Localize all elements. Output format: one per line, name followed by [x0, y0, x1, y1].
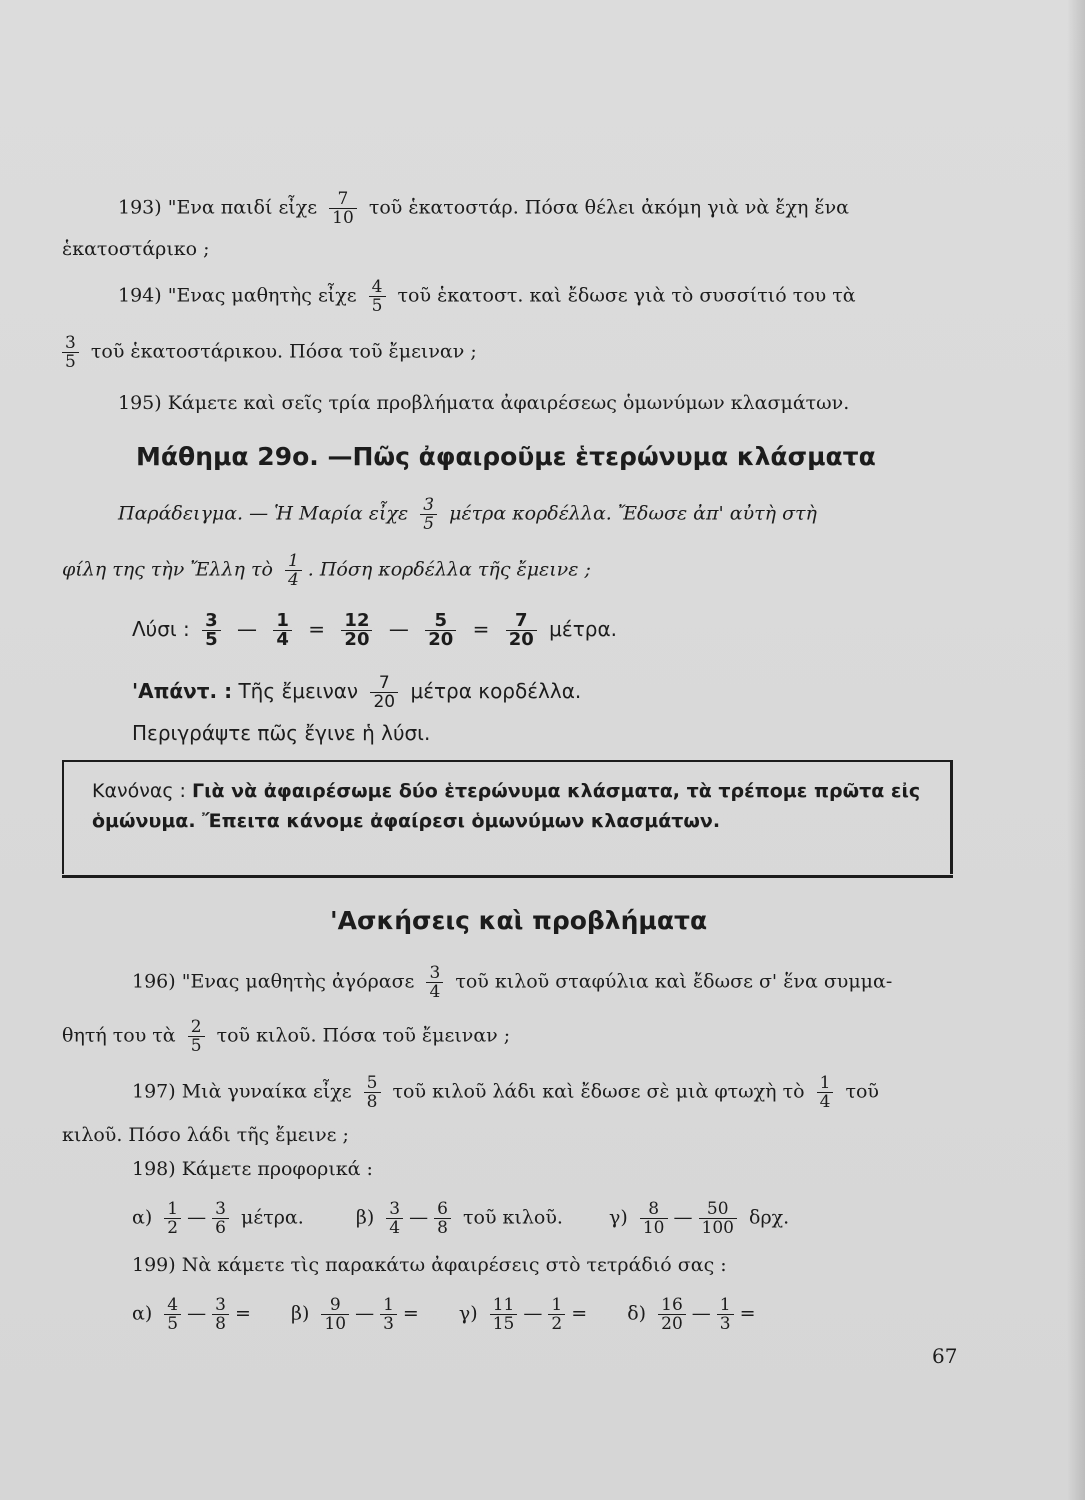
problem-193-line1 [118, 190, 849, 227]
fraction: $\frac{4}{5}$ [164, 1296, 181, 1333]
minus-sign: — [187, 1302, 207, 1325]
problem-193-line2: ἑκατοστάρικο ; [62, 238, 210, 260]
equals-sign: = [234, 1302, 251, 1325]
minus-sign: — [691, 1302, 711, 1325]
fraction: $\frac{1}{4}$ [817, 1074, 834, 1111]
fraction: $\frac{7}{20}$ [370, 674, 398, 711]
example-text-cont: μέτρα κορδέλλα. Ἔδωσε ἀπ' αὐτὴ στὴ [449, 502, 817, 525]
rule-box [62, 760, 953, 874]
item-label: δ) [627, 1302, 647, 1325]
problem-198-items [132, 1200, 789, 1237]
problem-197-text-end: τοῦ [845, 1080, 879, 1103]
item-label: γ) [609, 1206, 628, 1229]
problem-194-line1 [118, 278, 856, 315]
fraction: $\frac{3}{5}$ [62, 334, 79, 371]
equals-sign: = [308, 617, 326, 641]
answer-label: 'Απάντ. : [132, 679, 233, 703]
problem-196-line1 [132, 964, 892, 1001]
fraction: $\frac{3}{5}$ [202, 612, 221, 649]
problem-199-items [132, 1296, 756, 1333]
solution-line [132, 612, 617, 649]
problem-196-text-3: τοῦ κιλοῦ. Πόσα τοῦ ἔμειναν ; [216, 1024, 511, 1047]
fraction: $\frac{3}{5}$ [420, 496, 437, 533]
problem-197-line2: κιλοῦ. Πόσο λάδι τῆς ἔμεινε ; [62, 1124, 349, 1146]
fraction: $\frac{6}{8}$ [434, 1200, 451, 1237]
answer-text-cont: μέτρα κορδέλλα. [410, 679, 582, 703]
lesson-title: Μάθημα 29ο. —Πῶς ἀφαιροῦμε ἑτερώνυμα κλάσματα [136, 442, 876, 471]
item-label: β) [355, 1206, 375, 1229]
item-label: β) [290, 1302, 310, 1325]
fraction: $\frac{3}{4}$ [426, 964, 443, 1001]
minus-sign: — [388, 617, 409, 641]
problem-196-text-2: θητή του τὰ [62, 1024, 176, 1047]
fraction: $\frac{4}{5}$ [369, 278, 386, 315]
solution-unit: μέτρα. [549, 617, 617, 641]
example-line2 [62, 552, 591, 589]
fraction: $\frac{16}{20}$ [658, 1296, 686, 1333]
fraction: $\frac{1}{3}$ [717, 1296, 734, 1333]
fraction: $\frac{7}{10}$ [329, 190, 357, 227]
page-number: 67 [932, 1344, 958, 1368]
minus-sign: — [673, 1206, 693, 1229]
fraction: $\frac{50}{100}$ [699, 1200, 737, 1237]
problem-196-line2 [62, 1018, 510, 1055]
item-label: α) [132, 1206, 153, 1229]
problem-197-text: 197) Μιὰ γυναίκα εἶχε [132, 1080, 352, 1103]
fraction: $\frac{2}{5}$ [188, 1018, 205, 1055]
exercises-title: 'Ασκήσεις καὶ προβλήματα [330, 906, 708, 935]
minus-sign: — [355, 1302, 375, 1325]
problem-197-line1 [132, 1074, 879, 1111]
describe-line: Περιγράψτε πῶς ἔγινε ἡ λύσι. [132, 721, 431, 745]
problem-193-text: 193) "Ενα παιδί εἶχε [118, 196, 318, 219]
example-text-3: . Πόση κορδέλλα τῆς ἔμεινε ; [307, 558, 591, 581]
problem-194-line2 [56, 334, 477, 371]
fraction: $\frac{11}{15}$ [490, 1296, 518, 1333]
fraction: $\frac{5}{20}$ [425, 612, 456, 649]
equals-sign: = [472, 617, 490, 641]
fraction: $\frac{3}{6}$ [212, 1200, 229, 1237]
rule-body: Γιὰ νὰ ἀφαιρέσωμε δύο ἑτερώνυμα κλάσματα, τὰ τρέπομε πρῶτα εἰς ὁμώνυμα. Ἔπειτα κάνομε ἀφαίρεσι ὁμωνύμων κλασμάτων. [92, 780, 921, 832]
fraction: $\frac{1}{3}$ [380, 1296, 397, 1333]
minus-sign: — [409, 1206, 429, 1229]
problem-193-text-cont: τοῦ ἑκατοστάρ. Πόσα θέλει ἀκόμη γιὰ νὰ ἔχη ἕνα [368, 196, 850, 219]
fraction: $\frac{1}{2}$ [164, 1200, 181, 1237]
problem-198-title: 198) Κάμετε προφορικά : [132, 1158, 373, 1180]
problem-194-text: 194) "Ενας μαθητὴς εἶχε [118, 284, 357, 307]
rule-text [92, 776, 922, 836]
fraction: $\frac{7}{20}$ [506, 612, 537, 649]
fraction: $\frac{12}{20}$ [341, 612, 372, 649]
fraction: $\frac{1}{4}$ [285, 552, 302, 589]
fraction: $\frac{8}{10}$ [640, 1200, 668, 1237]
fraction: $\frac{9}{10}$ [321, 1296, 349, 1333]
fraction: $\frac{3}{4}$ [386, 1200, 403, 1237]
example-text-2: φίλη της τὴν Ἔλλη τὸ [62, 558, 273, 581]
fraction: $\frac{1}{2}$ [548, 1296, 565, 1333]
example-text: Παράδειγμα. — Ἡ Μαρία εἶχε [118, 502, 409, 525]
solution-label: Λύσι : [132, 617, 190, 641]
problem-199-title: 199) Νὰ κάμετε τὶς παρακάτω ἀφαιρέσεις στὸ τετράδιό σας : [132, 1254, 727, 1276]
problem-195: 195) Κάμετε καὶ σεῖς τρία προβλήματα ἀφαιρέσεως ὁμωνύμων κλασμάτων. [118, 392, 850, 414]
answer-line [132, 674, 581, 711]
minus-sign: — [237, 617, 258, 641]
item-label: α) [132, 1302, 153, 1325]
item-label: γ) [458, 1302, 478, 1325]
equals-sign: = [402, 1302, 419, 1325]
problem-196-text-cont: τοῦ κιλοῦ σταφύλια καὶ ἔδωσε σ' ἕνα συμμα- [455, 970, 893, 993]
minus-sign: — [187, 1206, 207, 1229]
example-line1 [118, 496, 817, 533]
equals-sign: = [571, 1302, 588, 1325]
equals-sign: = [739, 1302, 756, 1325]
problem-196-text: 196) "Ενας μαθητὴς ἀγόρασε [132, 970, 415, 993]
problem-194-text-end: τοῦ ἑκατοστάρικου. Πόσα τοῦ ἔμειναν ; [90, 340, 477, 363]
unit: μέτρα. [241, 1206, 304, 1229]
problem-197-text-cont: τοῦ κιλοῦ λάδι καὶ ἔδωσε σὲ μιὰ φτωχὴ τὸ [392, 1080, 805, 1103]
problem-194-text-cont: τοῦ ἑκατοστ. καὶ ἔδωσε γιὰ τὸ συσσίτιό του τὰ [397, 284, 856, 307]
fraction: $\frac{3}{8}$ [212, 1296, 229, 1333]
fraction: $\frac{5}{8}$ [364, 1074, 381, 1111]
unit: δρχ. [749, 1206, 790, 1229]
fraction: $\frac{1}{4}$ [273, 612, 292, 649]
answer-text: Τῆς ἔμειναν [238, 679, 359, 703]
unit: τοῦ κιλοῦ. [463, 1206, 563, 1229]
minus-sign: — [523, 1302, 543, 1325]
rule-label: Κανόνας : [92, 780, 186, 802]
